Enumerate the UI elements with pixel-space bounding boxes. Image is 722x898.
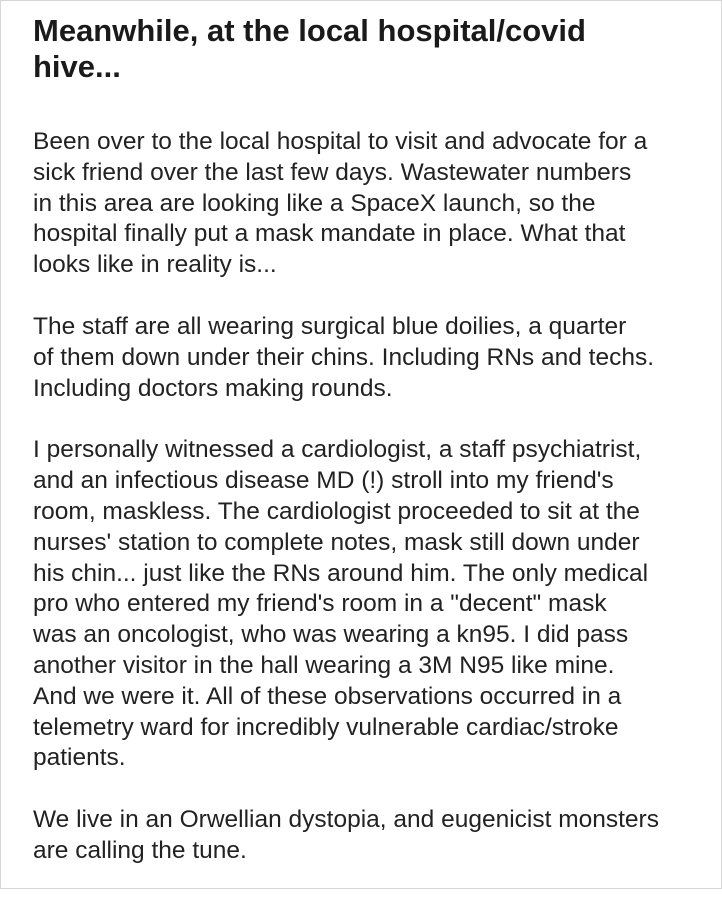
text-line: pro who entered my friend's room in a "decent" mask [33,590,607,618]
text-line: are calling the tune. [33,836,247,864]
post-paragraph-1 [33,127,705,281]
text-line: his chin... just like the RNs around him. The only medical [33,559,649,587]
text-line: in this area are looking like a SpaceX launch, so the [33,189,596,217]
text-line: hospital finally put a mask mandate in place. What that [33,220,626,248]
text-line: Been over to the local hospital to visit and advocate for a [33,128,648,155]
post-body [33,127,705,898]
text-line: The staff are all wearing surgical blue doilies, a quarter [33,312,627,340]
text-line: patients. [33,744,126,772]
text-line: Including doctors making rounds. [33,374,393,402]
text-line: was an oncologist, who was wearing a kn95. I did pass [33,621,629,649]
text-line: I personally witnessed a cardiologist, a staff psychiatrist, [33,436,642,464]
text-line: And we were it. All of these observations occurred in a [33,682,622,710]
post-paragraph-3 [33,435,705,774]
post-title [33,13,693,85]
text-line: sick friend over the last few days. Wastewater numbers [33,158,632,186]
post-title-line: hive... [33,49,121,84]
text-line: looks like in reality is... [33,251,277,279]
post-paragraph-4 [33,805,705,867]
post-title-line: Meanwhile, at the local hospital/covid [33,13,586,48]
text-line: We live in an Orwellian dystopia, and eugenicist monsters [33,806,659,834]
text-line: telemetry ward for incredibly vulnerable cardiac/stroke [33,713,619,741]
post-paragraph-2 [33,312,705,404]
text-line: of them down under their chins. Including RNs and techs. [33,343,655,371]
text-line: nurses' station to complete notes, mask still down under [33,528,640,556]
text-line: another visitor in the hall wearing a 3M N95 like mine. [33,651,615,679]
text-line: and an infectious disease MD (!) stroll into my friend's [33,467,614,495]
text-line: room, maskless. The cardiologist proceeded to sit at the [33,497,640,525]
